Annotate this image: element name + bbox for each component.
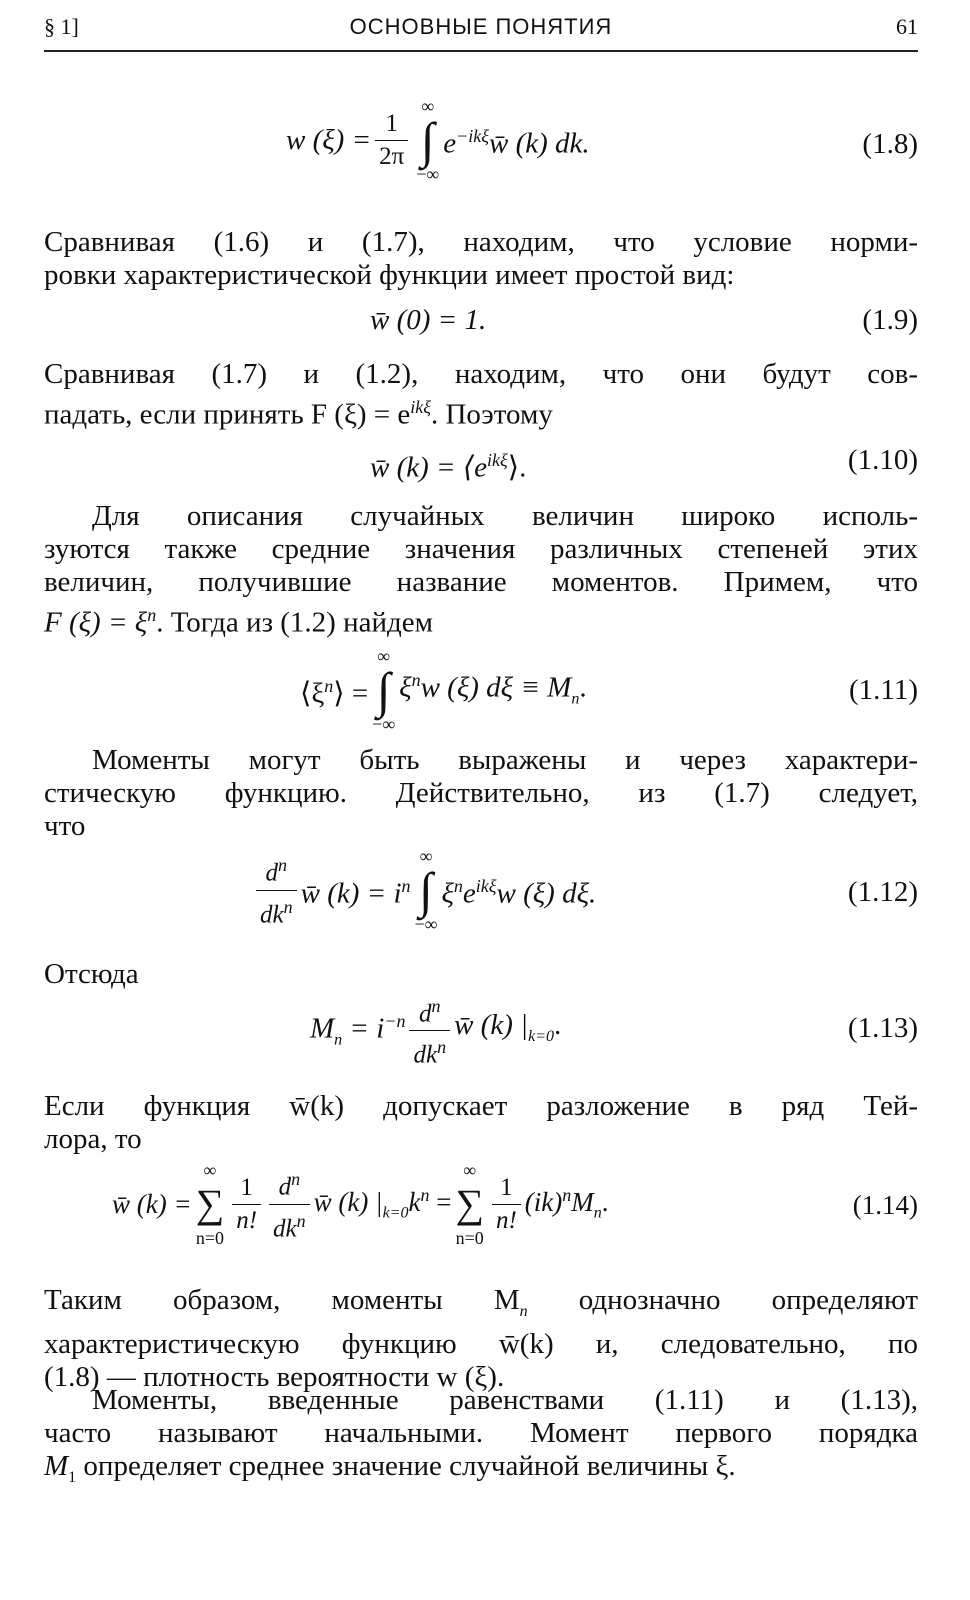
paragraph-taylor: Если функция w̄(k) допускает разложение в ряд Тей- лора, то bbox=[44, 1090, 918, 1155]
chapter-title: ОСНОВНЫЕ ПОНЯТИЯ bbox=[349, 14, 613, 39]
equation-1-9: w̄ (0) = 1. bbox=[370, 304, 487, 336]
equation-number: (1.8) bbox=[862, 128, 918, 160]
equation-number: (1.13) bbox=[847, 1012, 918, 1044]
equation-1-8: w (ξ) = $\frac{1}{2\pi}$ ∞ ∫ −∞ $e^{-ik\xi}w̄$ (k) dk. bbox=[286, 96, 590, 184]
equation-number: (1.10) bbox=[847, 444, 918, 476]
equation-number: (1.9) bbox=[862, 304, 918, 336]
equation-number: (1.14) bbox=[852, 1190, 918, 1220]
paragraph-moments: Для описания случайных величин широко исполь- зуются также средние значения различных степеней этих величин, получившие название моментов. Примем, что F $(\xi) = \xi^n$. Тогда из (1.2) найдем bbox=[44, 500, 918, 639]
running-header bbox=[44, 14, 918, 44]
paragraph-hence: Отсюда bbox=[44, 958, 139, 990]
equation-1-12: $\frac{d^n}{dk^n}$ w̄ $(k) = i^n$ ∞ ∫ −∞ $\xi^ne^{ik\xi}w$ (ξ) dξ. bbox=[252, 846, 596, 934]
equation-1-10: w̄ $(k) = ⟨e^{ik\xi}⟩$. bbox=[370, 450, 527, 484]
equation-1-11: $⟨\xi^n⟩$ = ∞ ∫ −∞ $\xi^nw$ (ξ) $d\xi \equiv M_n$. bbox=[300, 646, 587, 734]
header-rule bbox=[44, 50, 918, 52]
paragraph-comparison: Сравнивая (1.7) и (1.2), находим, что они будут сов- падать, если принять F $(\xi) = e^{ik\xi}$. Поэтому bbox=[44, 358, 918, 431]
paragraph-characteristic: Моменты могут быть выражены и через характери- стическую функцию. Действительно, из (1.7) следует, что bbox=[44, 744, 918, 842]
equation-1-13: $M_n = i^{-n}$ $\frac{d^n}{dk^n}$ w̄ (k) $|_{k=0}$. bbox=[310, 996, 562, 1069]
paragraph-initial-moments: Моменты, введенные равенствами (1.11) и (1.13), часто называют начальными. Момент первого порядка $M_1$ определяет среднее значение случайной величины ξ. bbox=[44, 1384, 918, 1486]
section-ref: § 1] bbox=[44, 14, 79, 39]
paragraph-normalization: Сравнивая (1.6) и (1.7), находим, что условие норми- ровки характеристической функции имеет простой вид: bbox=[44, 226, 918, 291]
equation-number: (1.11) bbox=[849, 674, 918, 706]
equation-number: (1.12) bbox=[847, 876, 918, 908]
page-number: 61 bbox=[896, 14, 918, 39]
paragraph-conclusion: Таким образом, моменты $M_n$ однозначно определяют характеристическую функцию w̄(k) и, следовательно, по (1.8) — плотность вероятности w (ξ). bbox=[44, 1284, 918, 1393]
equation-1-14: w̄ (k) = ∞ ∑ n=0 $\frac{1}{n!}$ $\frac{d^n}{dk^n}$ w̄ (k) $|_{k=0}k^n$ = ∞ ∑ n=0 $\frac{1}{n!}$ $(ik)^nM_n$. bbox=[112, 1160, 609, 1248]
